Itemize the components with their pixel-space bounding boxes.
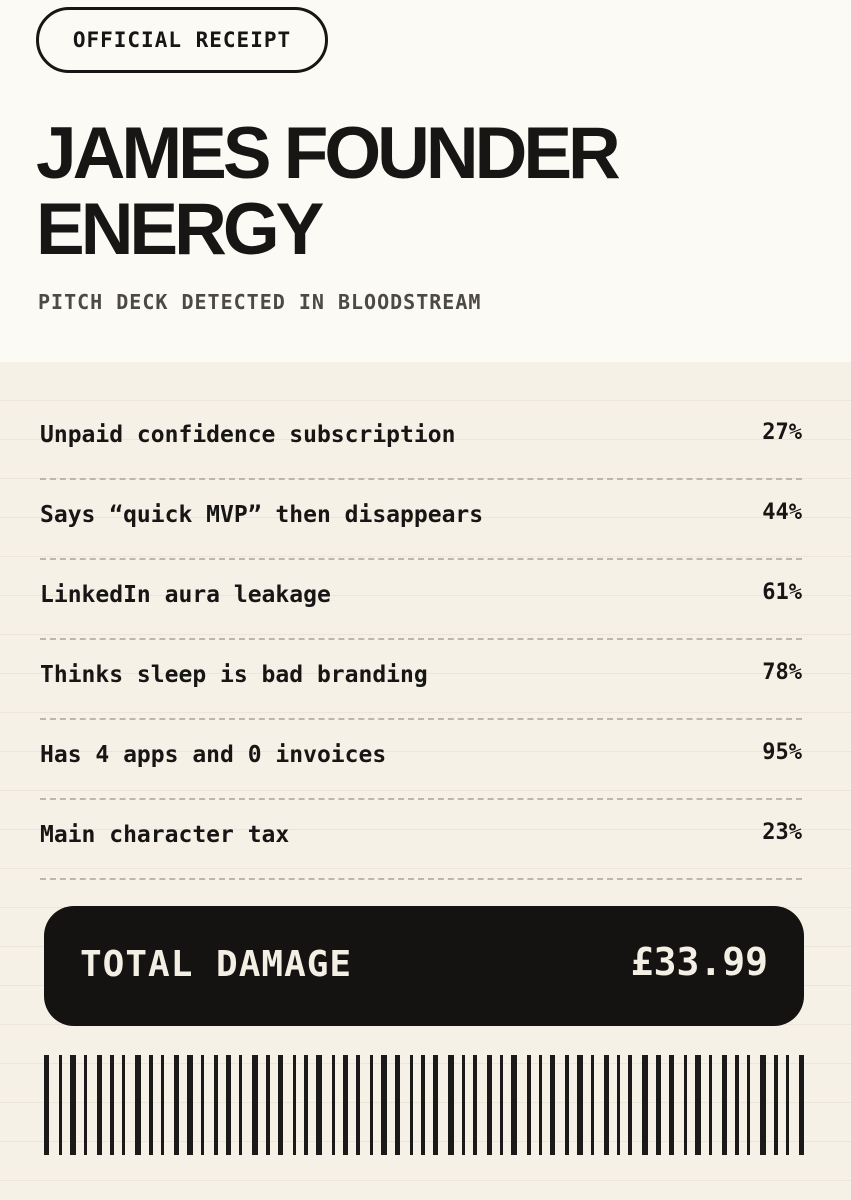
barcode-bar [656,1055,661,1155]
barcode-bar [421,1055,425,1155]
barcode-bar [577,1055,583,1155]
barcode-bar [252,1055,258,1155]
item-label: LinkedIn aura leakage [40,582,331,608]
barcode-bar [201,1055,204,1155]
barcode-bar [239,1055,242,1155]
barcode-bar [266,1055,270,1155]
barcode-bar [591,1055,594,1155]
barcode-bar [487,1055,492,1155]
barcode-bar [617,1055,620,1155]
barcode-bar [332,1055,335,1155]
barcode-bar [511,1055,517,1155]
item-value: 95% [762,740,802,765]
barcode-bar [448,1055,454,1155]
barcode-bar [527,1055,531,1155]
barcode-bar [628,1055,632,1155]
barcode-bar [174,1055,179,1155]
barcode-bar [343,1055,348,1155]
receipt-items-list [40,400,802,880]
receipt-title [36,113,826,270]
barcode-bar [669,1055,674,1155]
barcode-bar [278,1055,283,1155]
barcode-bar [395,1055,400,1155]
item-label: Thinks sleep is bad branding [40,662,428,688]
item-label: Unpaid confidence subscription [40,422,456,448]
item-label: Has 4 apps and 0 invoices [40,742,387,768]
barcode-bar [695,1055,701,1155]
barcode-bar [735,1055,739,1155]
barcode-bar [97,1055,102,1155]
item-value: 23% [762,820,802,845]
barcode-bar [110,1055,114,1155]
barcode-bar [226,1055,231,1155]
total-damage-panel [44,906,804,1026]
barcode-bar [462,1055,465,1155]
barcode-bar [304,1055,308,1155]
item-label: Says “quick MVP” then disappears [40,502,484,528]
barcode-bar [433,1055,438,1155]
total-value: £33.99 [630,940,768,984]
title-line-2: ENERGY [36,189,321,270]
total-label: TOTAL DAMAGE [80,944,353,985]
barcode-bar [500,1055,503,1155]
item-value: 61% [762,580,802,605]
barcode-bar [604,1055,609,1155]
item-value: 27% [762,420,802,445]
receipt-subtitle: PITCH DECK DETECTED IN BLOODSTREAM [38,290,482,314]
barcode-bar [370,1055,373,1155]
barcode [44,1055,806,1155]
receipt-item [40,560,802,640]
barcode-bar [550,1055,555,1155]
receipt-item [40,800,802,880]
barcode-bar [44,1055,49,1155]
title-line-1: JAMES FOUNDER [36,113,617,194]
barcode-bar [799,1055,804,1155]
barcode-bar [709,1055,712,1155]
receipt-item [40,640,802,720]
barcode-bar [786,1055,789,1155]
barcode-bar [760,1055,766,1155]
barcode-bar [59,1055,62,1155]
item-value: 44% [762,500,802,525]
receipt-item [40,720,802,800]
barcode-bar [70,1055,76,1155]
barcode-bar [747,1055,750,1155]
barcode-bar [187,1055,193,1155]
barcode-bar [149,1055,153,1155]
barcode-bar [135,1055,141,1155]
barcode-bar [642,1055,648,1155]
barcode-bar [722,1055,727,1155]
barcode-bar [161,1055,164,1155]
barcode-bar [565,1055,569,1155]
receipt-item [40,480,802,560]
barcode-bar [684,1055,687,1155]
barcode-bar [410,1055,413,1155]
barcode-bar [84,1055,87,1155]
barcode-bar [381,1055,387,1155]
item-label: Main character tax [40,822,290,848]
receipt-item [40,400,802,480]
barcode-bar [356,1055,360,1155]
barcode-bar [122,1055,125,1155]
barcode-bar [316,1055,322,1155]
barcode-bar [293,1055,296,1155]
barcode-bar [214,1055,218,1155]
item-value: 78% [762,660,802,685]
barcode-bar [473,1055,477,1155]
official-receipt-badge: OFFICIAL RECEIPT [36,7,328,73]
barcode-bar [774,1055,778,1155]
barcode-bar [539,1055,542,1155]
